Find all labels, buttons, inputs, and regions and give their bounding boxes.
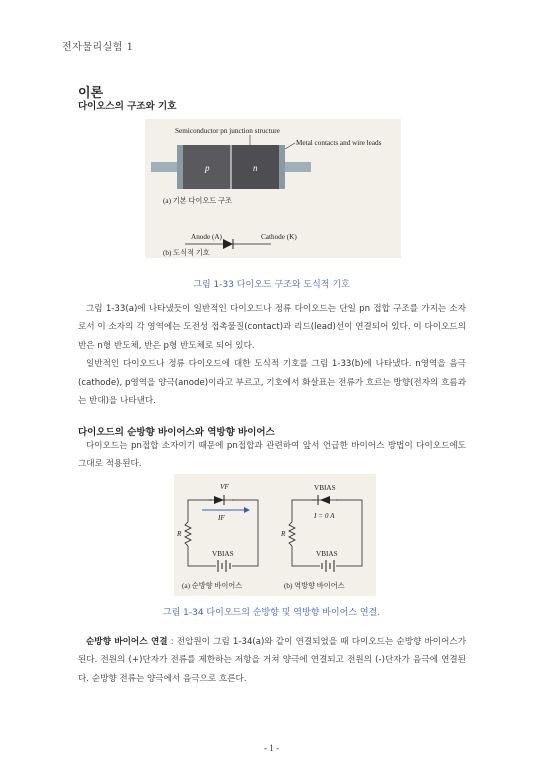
cathode-label: Cathode (K) (261, 233, 297, 241)
metal-contacts-label: Metal contacts and wire leads (296, 139, 382, 147)
r-label-b: R (281, 530, 286, 538)
reverse-bias-circuit (288, 495, 362, 572)
structure-label: Semiconductor pn junction structure (175, 127, 280, 135)
vbias-label-a: VBIAS (212, 550, 234, 558)
vf-label: VF (220, 483, 229, 491)
figure-1-34-caption: 그림 1-34 다이오드의 순방향 및 역방향 바이어스 연결. (162, 608, 381, 618)
subsection-title-structure: 다이오스의 구조와 기호 (78, 101, 177, 112)
paragraph-line (78, 633, 466, 688)
figure-1-33 (145, 119, 401, 258)
part-a-label: (a) 기본 다이오드 구조 (163, 197, 232, 205)
subsection-title-bias: 다이오드의 순방향 바이어스와 역방향 바이어스 (78, 427, 275, 438)
paragraph-forward-bias (78, 633, 466, 688)
p-label: p (205, 163, 210, 173)
right-contact (279, 145, 285, 189)
paragraph-bias-intro (78, 437, 466, 474)
figure-1-33-caption: 그림 1-33 다이오드 구조와 도식적 기호 (193, 280, 350, 290)
forward-bias-circuit (184, 495, 258, 572)
forward-bias-text: : 전압원이 그림 1-34(a)와 같이 연결되었을 때 다이오드는 순방향 바이어스가 된다. 전원의 (+)단자가 전류를 제한하는 저항을 거쳐 양극에 연결되고 전원의 (-)단자가 음극에 연결된다. 순방향 전류는 양극에서 음극으로 흐른다. (78, 637, 466, 684)
paragraph-line: 그림 1-33(a)에 나타냈듯이 일반적인 다이오드나 정류 다이오드는 단일 pn 접합 구조를 가지는 소자로서 이 소자의 각 영역에는 도전성 접촉물질(contact)과 리드(lead)선이 연결되어 있다. 이 다이오드의 반은 n형 반도체, 반은 p형 반도체로 되어 있다. (78, 304, 466, 351)
forward-bias-term: 순방향 바이어스 연결 (86, 637, 168, 647)
figure-1-34 (174, 474, 376, 596)
i-zero-label: I = 0 A (314, 512, 335, 520)
n-label: n (253, 163, 258, 173)
paragraph-line: 다이오드는 pn접합 소자이기 때문에 pn접합과 관련하여 앞서 언급한 바이어스 방법이 다이오드에도 그대로 적용된다. (78, 441, 466, 470)
forward-bias-label: (a) 순방향 바이어스 (182, 582, 243, 590)
page-number: - 1 - (264, 743, 279, 753)
vbias-label-b: VBIAS (316, 550, 338, 558)
reverse-bias-label: (b) 역방향 바이어스 (284, 582, 345, 590)
left-contact (177, 145, 183, 189)
right-wire-lead (285, 162, 311, 172)
left-wire-lead (151, 162, 177, 172)
r-label-a: R (177, 530, 182, 538)
paragraph-line: 일반적인 다이오드나 정류 다이오드에 대한 도식적 기호를 그림 1-33(b)에 나타냈다. n영역을 음극(cathode), p영역을 양극(anode)이라고 부르고, 기호에서 화살표는 전류가 흐르는 방향(전자의 흐름과는 반대)을 나타낸다. (78, 359, 466, 407)
paragraph-diode-structure (78, 300, 466, 410)
section-title: 이론 (78, 86, 104, 101)
part-b-label: (b) 도식적 기호 (163, 249, 210, 257)
anode-label: Anode (A) (191, 233, 222, 241)
vbias-label-b-top: VBIAS (314, 484, 336, 492)
page-header: 전자물리실험 1 (62, 42, 134, 53)
if-label: IF (218, 514, 225, 522)
